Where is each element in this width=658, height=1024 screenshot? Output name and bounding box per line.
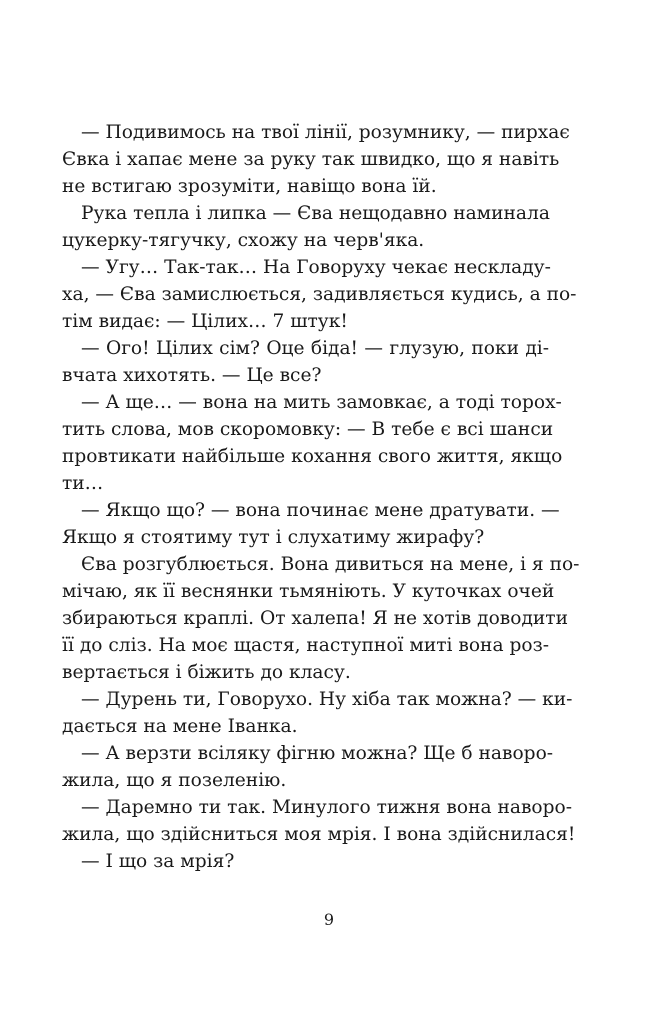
text-line: цукерку-тягучку, схожу на черв'яка.: [62, 230, 425, 251]
text-line: мічаю, як її веснянки тьмяніють. У куточках очей: [62, 581, 555, 602]
text-line: — А верзти всіляку фігню можна? Ще б навoро-: [81, 743, 554, 764]
text-line: — Даремно ти так. Минулого тижня вона наворо-: [81, 797, 572, 818]
text-line: — А ще… — вона на мить замовкає, а тоді торох-: [81, 392, 562, 413]
text-line: збираються краплі. От халепа! Я не хотів доводити: [62, 608, 568, 629]
text-line: ха, — Єва замислюється, задивляється кудись, а по-: [62, 284, 577, 305]
text-line: жила, що я позеленію.: [62, 770, 287, 791]
text-line: жила, що здійсниться моя мрія. І вона здійснилася!: [62, 824, 576, 845]
text-line: не встигаю зрозуміти, навіщо вона їй.: [62, 176, 437, 197]
text-line: вчата хихотять. — Це все?: [62, 365, 322, 386]
text-line: — Подивимось на твої лінії, розумнику, — пирхає: [81, 122, 570, 143]
text-line: — Якщо що? — вона починає мене дратувати. —: [81, 500, 560, 521]
text-line: провтикати найбільше кохання свого життя, якщо: [62, 446, 563, 467]
text-line: — І що за мрія?: [81, 851, 235, 872]
page-number: 9: [323, 910, 335, 929]
text-line: — Ого! Цілих сім? Оце біда! — глузую, поки ді-: [81, 338, 549, 359]
text-line: Рука тепла і липка — Єва нещодавно наминала: [81, 203, 550, 224]
text-line: Єва розгублюється. Вона дивиться на мене, і я по-: [81, 554, 580, 575]
text-line: ти…: [62, 473, 104, 494]
text-line: Євка і хапає мене за руку так швидко, що я навіть: [62, 149, 560, 170]
text-line: тім видає: — Цілих… 7 штук!: [62, 311, 348, 332]
text-line: тить слова, мов скоромовку: — В тебе є всі шанси: [62, 419, 554, 440]
text-line: дається на мене Іванка.: [62, 716, 298, 737]
text-line: — Дурень ти, Говорухо. Ну хіба так можна? — ки-: [81, 689, 573, 710]
text-line: Якщо я стоятиму тут і слухатиму жирафу?: [62, 527, 485, 548]
text-line: — Угу… Так-так… На Говоруху чекає нескладу-: [81, 257, 551, 278]
text-line: вертається і біжить до класу.: [62, 662, 351, 683]
text-line: її до сліз. На моє щастя, наступної миті вона роз-: [62, 635, 549, 656]
